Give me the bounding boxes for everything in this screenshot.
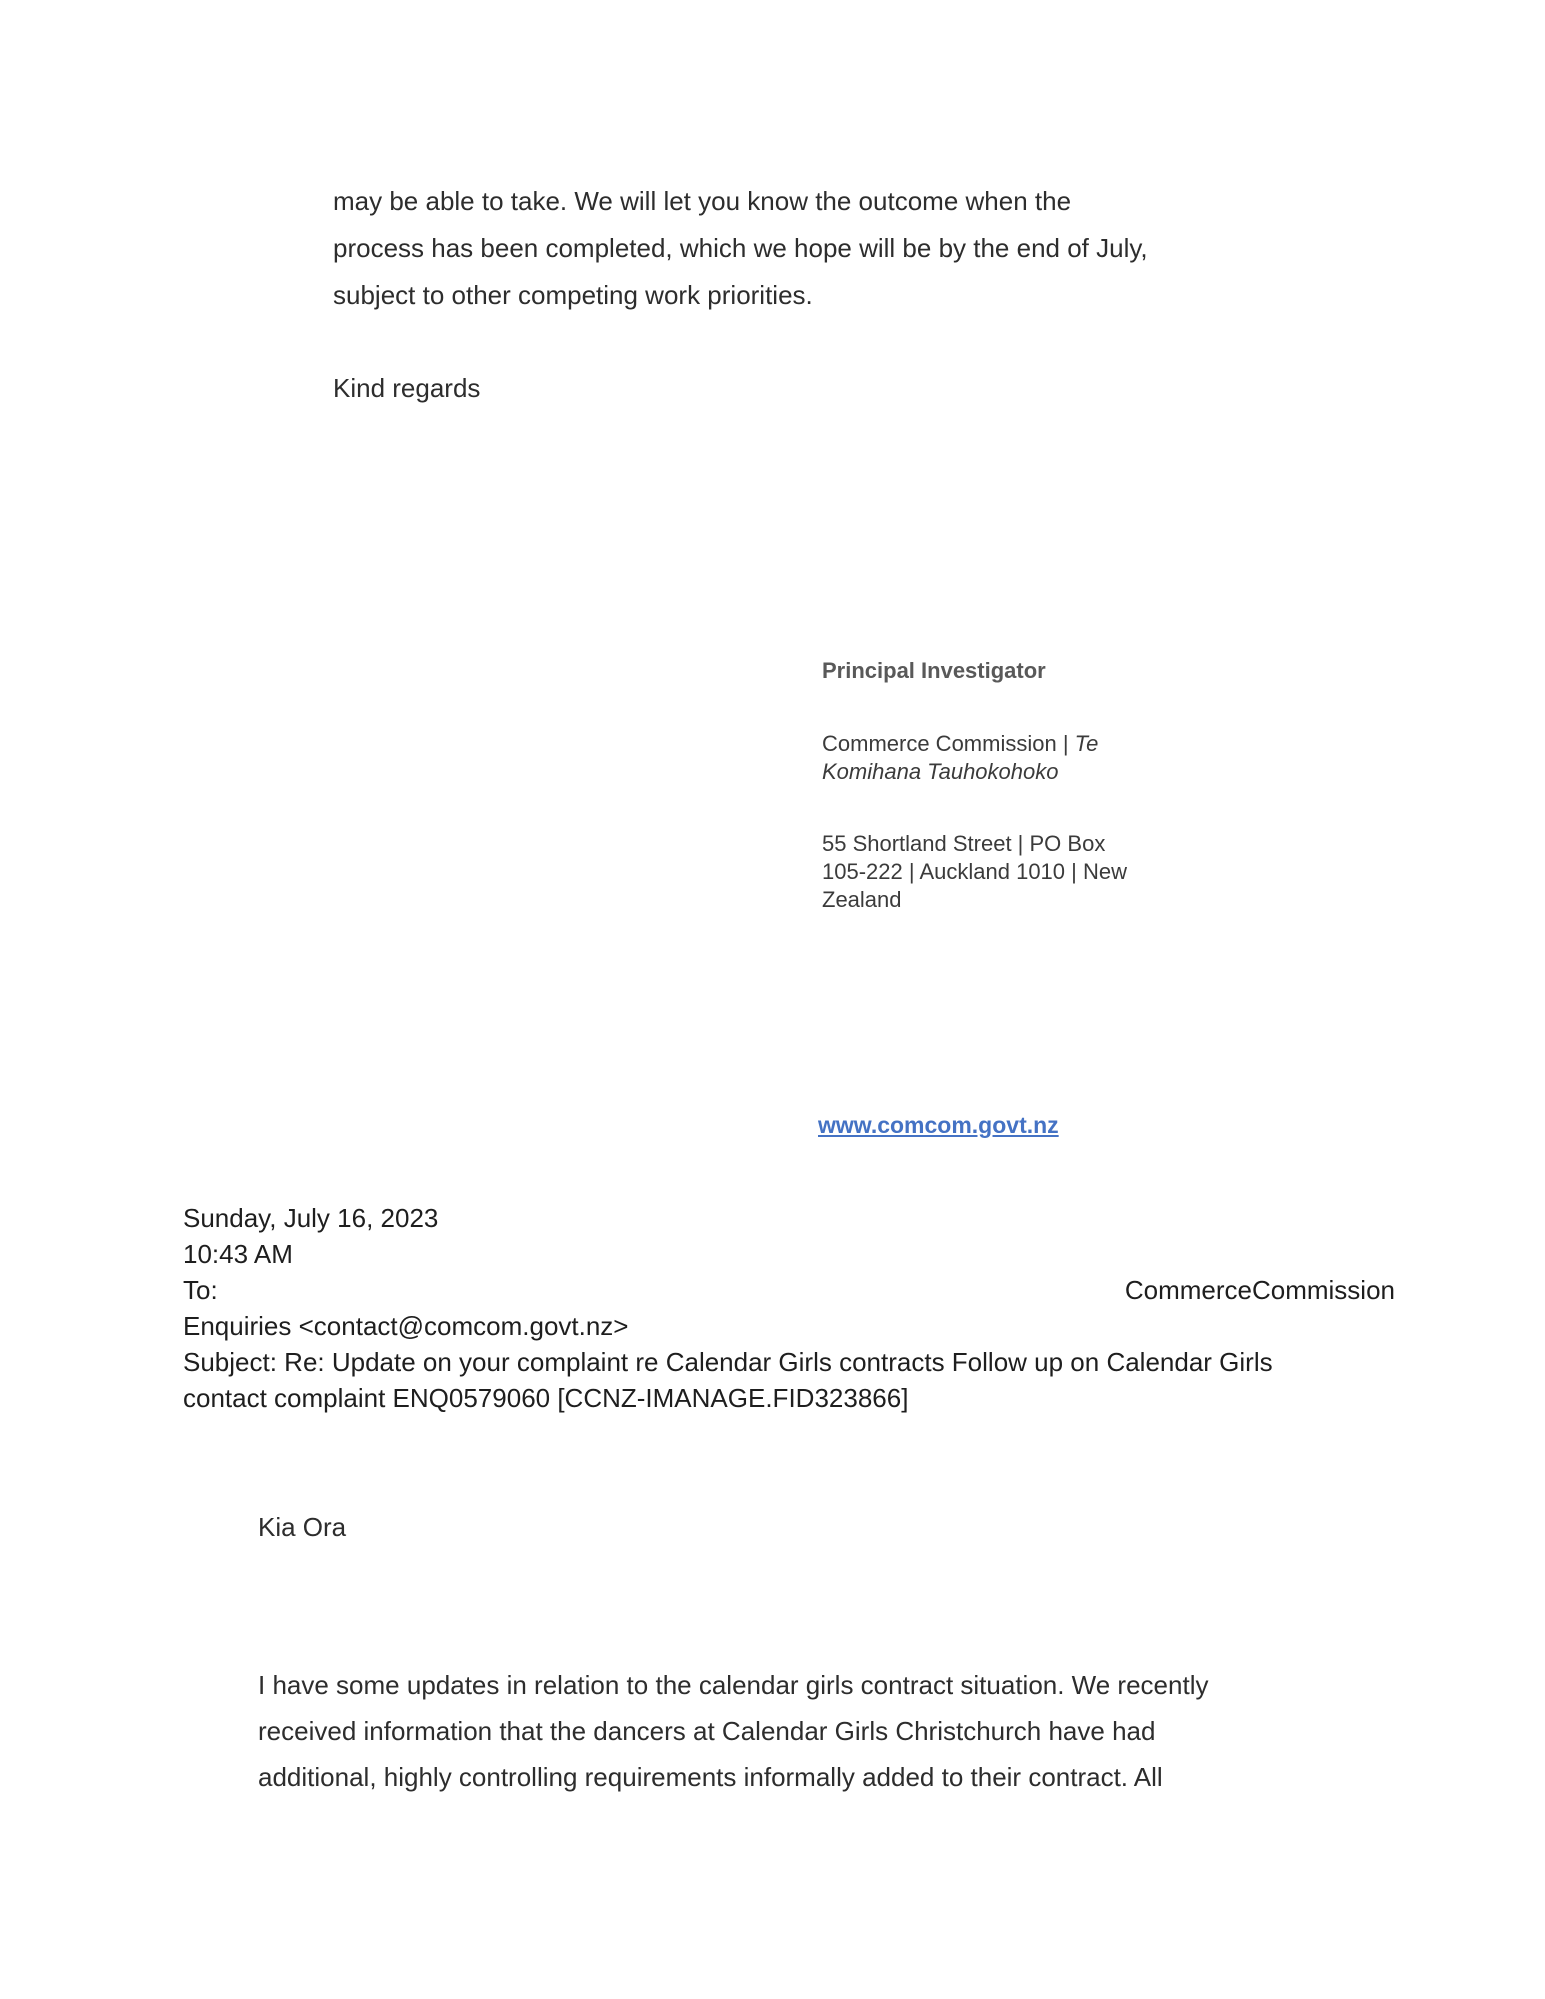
website-link[interactable]: www.comcom.govt.nz	[818, 1112, 1059, 1138]
to-label: To:	[183, 1275, 218, 1305]
signature-address-line: Zealand	[822, 887, 902, 912]
signature-organisation-line	[822, 730, 1098, 758]
email-subject-line: contact complaint ENQ0579060 [CCNZ-IMANAGE.FID323866]	[183, 1383, 909, 1413]
greeting-text: Kia Ora	[258, 1512, 347, 1542]
organisation-name-maori-part1: Te	[1074, 731, 1099, 756]
closing-paragraph	[333, 178, 1148, 319]
email-time: 10:43 AM	[183, 1239, 293, 1269]
signoff-text: Kind regards	[333, 373, 481, 403]
signature-address	[822, 830, 1127, 914]
to-recipient-name: CommerceCommission	[1124, 1275, 1395, 1305]
email-subject-line: Subject: Re: Update on your complaint re Calendar Girls contracts Follow up on Calendar Girls	[183, 1347, 1273, 1377]
body-paragraph-line: I have some updates in relation to the calendar girls contract situation. We recently	[258, 1670, 1209, 1700]
organisation-name-maori-part2: Komihana Tauhokohoko	[822, 759, 1059, 784]
closing-paragraph-line: subject to other competing work priorities.	[333, 280, 813, 310]
body-paragraph-line: additional, highly controlling requirements informally added to their contract. All	[258, 1762, 1163, 1792]
signature-address-line: 55 Shortland Street | PO Box	[822, 831, 1106, 856]
signature-job-title: Principal Investigator	[822, 658, 1046, 683]
email-header	[183, 1200, 1395, 1416]
organisation-name-english: Commerce Commission |	[822, 731, 1075, 756]
to-recipient-email: Enquiries <contact@comcom.govt.nz>	[183, 1311, 629, 1341]
email-date: Sunday, July 16, 2023	[183, 1203, 439, 1233]
signature-address-line: 105-222 | Auckland 1010 | New	[822, 859, 1127, 884]
body-paragraph	[258, 1662, 1208, 1800]
signature-organisation	[822, 730, 1098, 786]
closing-paragraph-line: may be able to take. We will let you know the outcome when the	[333, 186, 1072, 216]
closing-paragraph-line: process has been completed, which we hope will be by the end of July,	[333, 233, 1148, 263]
email-to-row	[183, 1272, 1395, 1308]
body-paragraph-line: received information that the dancers at Calendar Girls Christchurch have had	[258, 1716, 1156, 1746]
